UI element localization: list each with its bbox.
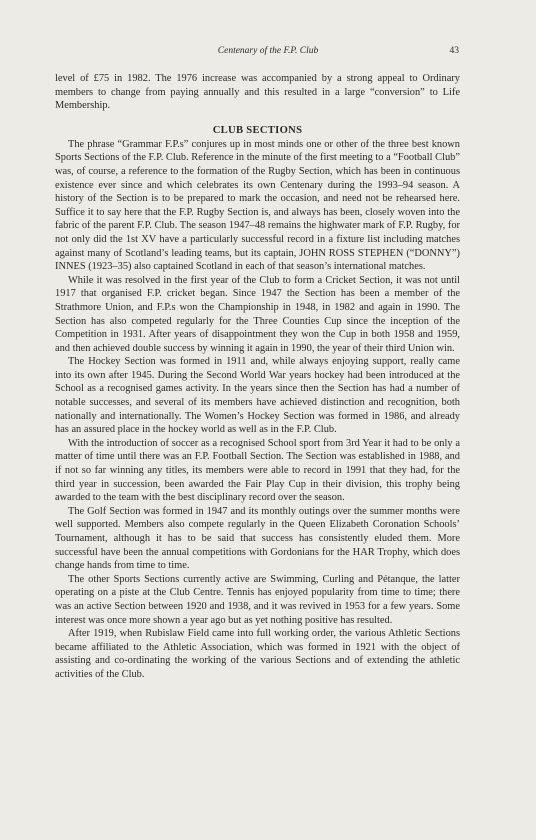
paragraph-other-sections: The other Sports Sections currently active are Swimming, Curling and Pétanque, the latter operating on a piste at the Club Centre. Tennis has enjoyed popularity from time to time; there was an active Section between 1920 and 1938, and it was revived in 1953 for a few years. Some interest was once more shown a year ago but as yet nothing positive has resulted. [55,573,460,626]
paragraph-golf: The Golf Section was formed in 1947 and its monthly outings over the summer months were well supported. Members also compete regularly in the Queen Elizabeth Coronation Schools’ Tournament, although it has to be said that success has consistently eluded them. More successful have been the annual competitions with Gordonians for the HAR Trophy, which does change hands from time to time. [55,505,460,572]
page-number: 43 [449,46,459,56]
paragraph-hockey: The Hockey Section was formed in 1911 and, while always enjoying support, really came into its own after 1945. During the Second World War years hockey had been introduced at the School as a recognised games activity. In the years since then the Section has had a number of notable successes, and several of its members have achieved distinction and recognition, both nationally and internationally. The Women’s Hockey Section was formed in 1986, and already has an assured place in the hockey world as well as in the F.P. Club. [55,356,460,436]
paragraph-cricket: While it was resolved in the first year of the Club to form a Cricket Section, it was not until 1917 that organised F.P. cricket began. Since 1947 the Section has been a member of the Strathmore Union, and F.P.s won the Championship in 1948, in 1982 and again in 1990. The Section has also competed regularly for the Three Counties Cup since the inception of the Competition in 1931. After years of disappointment they won the Cup in both 1958 and 1959, and then achieved double success by winning it again in 1990, the year of their third Union win. [55,274,460,354]
running-head [0,46,536,60]
page-body [55,72,460,682]
intro-paragraph: level of £75 in 1982. The 1976 increase was accompanied by a strong appeal to Ordinary members to change from paying annually and this resulted in a large “conversion” to Life Membership. [55,73,460,112]
paragraph-football: With the introduction of soccer as a recognised School sport from 3rd Year it had to be only a matter of time until there was an F.P. Football Section. The Section was established in 1988, and if not so far winning any titles, its members were able to record in 1991 that they had, for the third year in succession, been awarded the Fair Play Cup in their division, this trophy being awarded to the team with the best disciplinary record over the season. [55,437,460,504]
running-title: Centenary of the F.P. Club [217,46,319,56]
paragraph-athletic-association: After 1919, when Rubislaw Field came into full working order, the various Athletic Sections became affiliated to the Athletic Association, which was formed in 1921 with the object of assisting and co-ordinating the working of the various Sections and of extending the athletic activities of the Club. [55,628,460,680]
paragraph-rugby: The phrase “Grammar F.P.s” conjures up in most minds one or other of the three best known Sports Sections of the F.P. Club. Reference in the minute of the first meeting to a “Football Club” was, of course, a reference to the formation of the Rugby Section, which has been in continuous existence ever since and which celebrates its own Centenary during the 1993–94 season. A history of the Section is to be prepared to mark the occasion, and need not be rehearsed here. Suffice it to say here that the F.P. Rugby Section is, and always has been, closely woven into the fabric of the parent F.P. Club. The season 1947–48 remains the highwater mark of F.P. Rugby, for not only did the 1st XV have a particularly successful record in a fixture list including matches against many of Scotland’s leading teams, but its captain, JOHN ROSS STEPHEN (“DONNY”) INNES (1923–35) also captained Scotland in each of that season’s international matches. [55,138,460,273]
section-heading: CLUB SECTIONS [212,124,303,136]
